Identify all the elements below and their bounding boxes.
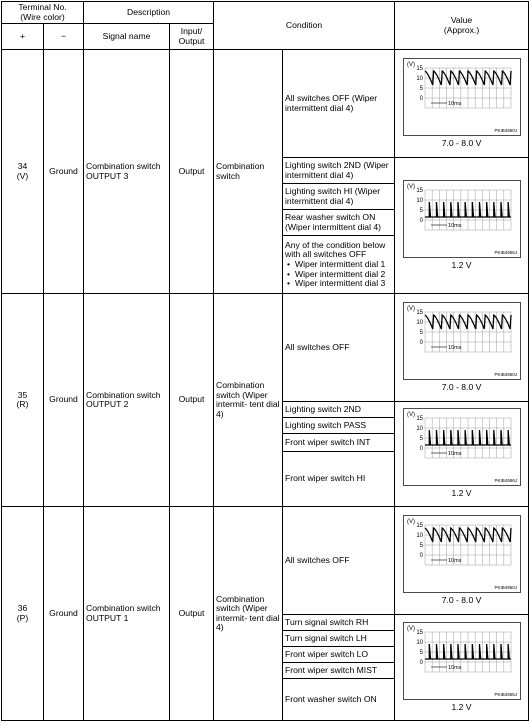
- waveform-time-label: 10ms: [447, 664, 461, 671]
- terminal-34-ground: Ground: [44, 50, 84, 294]
- header-condition: Condition: [214, 2, 395, 50]
- waveform-tick-label: 0: [419, 659, 423, 666]
- value-label: 7.0 - 8.0 V: [441, 137, 482, 148]
- condition-item: Turn signal switch RH: [283, 615, 395, 631]
- waveform-tick-label: 0: [419, 217, 423, 224]
- condition-item: All switches OFF: [283, 294, 395, 402]
- terminal-34-condition-group: Combination switch: [214, 50, 283, 294]
- terminal-36-cell: 36 (P): [2, 507, 44, 721]
- terminal-34-signal: Combination switch OUTPUT 3: [84, 50, 170, 294]
- waveform-time-label: 10ms: [447, 100, 461, 107]
- waveform-time-label: 10ms: [447, 451, 461, 458]
- waveform-pulse-graph: [403, 302, 521, 380]
- waveform-pulse-graph: [403, 58, 521, 136]
- waveform-tick-label: 5: [419, 436, 423, 443]
- header-description: Description: [84, 2, 214, 24]
- terminal-34-io: Output: [170, 50, 214, 294]
- condition-sub-item: • Wiper intermittent dial 2: [285, 270, 392, 280]
- waveform-unit-label: (V): [406, 625, 415, 632]
- waveform-tick-label: 0: [419, 95, 423, 102]
- condition-sub-item: • Wiper intermittent dial 1: [285, 260, 392, 270]
- condition-item: Front washer switch ON: [283, 679, 395, 721]
- waveform-tick-label: 15: [415, 65, 423, 72]
- value-label: 1.2 V: [451, 488, 472, 499]
- waveform-tick-label: 10: [415, 319, 423, 326]
- waveform-tick-label: 5: [419, 649, 423, 656]
- value-label: 1.2 V: [451, 259, 472, 270]
- waveform-time-label: 10ms: [447, 557, 461, 564]
- waveform-tick-label: 10: [415, 639, 423, 646]
- header-input-output: Input/ Output: [170, 24, 214, 50]
- terminal-36-io: Output: [170, 507, 214, 721]
- waveform-tick-label: 15: [415, 309, 423, 316]
- waveform-cell: [395, 507, 529, 615]
- waveform-tick-label: 5: [419, 542, 423, 549]
- condition-item: Front wiper switch MIST: [283, 663, 395, 679]
- condition-item: All switches OFF (Wiper intermittent dial 4): [283, 50, 395, 158]
- waveform-tick-label: 15: [415, 522, 423, 529]
- value-label: 7.0 - 8.0 V: [441, 594, 482, 605]
- header-value: Value (Approx.): [395, 2, 529, 50]
- terminal-35-io: Output: [170, 294, 214, 507]
- waveform-unit-label: (V): [406, 183, 415, 190]
- waveform-tick-label: 5: [419, 207, 423, 214]
- waveform-pulse-graph: [403, 515, 521, 593]
- waveform-cell: [395, 294, 529, 402]
- condition-item: Front wiper switch LO: [283, 647, 395, 663]
- waveform-tick-label: 15: [415, 629, 423, 636]
- waveform-cell: [395, 50, 529, 158]
- waveform-code-label: PKIB4960J: [494, 584, 517, 590]
- condition-item: Lighting switch HI (Wiper intermittent dial 4): [283, 184, 395, 210]
- header-minus: −: [44, 24, 84, 50]
- waveform-tick-label: 5: [419, 85, 423, 92]
- waveform-code-label: PKIB4960J: [494, 371, 517, 377]
- condition-item: Lighting switch PASS: [283, 418, 395, 434]
- terminal-36-ground: Ground: [44, 507, 84, 721]
- waveform-unit-label: (V): [406, 305, 415, 312]
- waveform-spike-graph: [403, 408, 521, 486]
- value-label: 7.0 - 8.0 V: [441, 381, 482, 392]
- waveform-tick-label: 15: [415, 416, 423, 423]
- header-terminal-no: Terminal No. (Wire color): [2, 2, 84, 24]
- waveform-code-label: PKIB4960J: [494, 127, 517, 133]
- waveform-tick-label: 0: [419, 446, 423, 453]
- waveform-time-label: 10ms: [447, 344, 461, 351]
- waveform-tick-label: 10: [415, 75, 423, 82]
- condition-item: Rear washer switch ON (Wiper intermittent dial 4): [283, 210, 395, 236]
- waveform-tick-label: 5: [419, 329, 423, 336]
- condition-item: All switches OFF: [283, 507, 395, 615]
- condition-item: Lighting switch 2ND: [283, 402, 395, 418]
- waveform-cell: [395, 402, 529, 507]
- waveform-unit-label: (V): [406, 61, 415, 68]
- terminal-36-signal: Combination switch OUTPUT 1: [84, 507, 170, 721]
- waveform-tick-label: 10: [415, 426, 423, 433]
- value-label: 1.2 V: [451, 701, 472, 712]
- waveform-spike-graph: [403, 622, 521, 700]
- terminal-35-cell: 35 (R): [2, 294, 44, 507]
- waveform-unit-label: (V): [406, 518, 415, 525]
- waveform-tick-label: 10: [415, 532, 423, 539]
- header-plus: +: [2, 24, 44, 50]
- waveform-code-label: PKIB4956J: [494, 478, 517, 484]
- terminal-34-cell: 34 (V): [2, 50, 44, 294]
- waveform-spike-graph: [403, 180, 521, 258]
- waveform-cell: [395, 615, 529, 721]
- waveform-cell: [395, 158, 529, 294]
- condition-item: Front wiper switch INT: [283, 434, 395, 452]
- waveform-tick-label: 15: [415, 187, 423, 194]
- condition-item: Lighting switch 2ND (Wiper intermittent dial 4): [283, 158, 395, 184]
- terminal-35-signal: Combination switch OUTPUT 2: [84, 294, 170, 507]
- terminal-spec-table: [1, 1, 529, 721]
- terminal-36-condition-group: Combination switch (Wiper intermit- tent dial 4): [214, 507, 283, 721]
- condition-sub-item: • Wiper intermittent dial 3: [285, 279, 392, 289]
- waveform-tick-label: 0: [419, 339, 423, 346]
- condition-item: Front wiper switch HI: [283, 452, 395, 507]
- waveform-time-label: 10ms: [447, 222, 461, 229]
- condition-item: Turn signal switch LH: [283, 631, 395, 647]
- waveform-unit-label: (V): [406, 412, 415, 419]
- waveform-code-label: PKIB4956J: [494, 249, 517, 255]
- header-signal-name: Signal name: [84, 24, 170, 50]
- waveform-code-label: PKIB4956J: [494, 691, 517, 697]
- waveform-tick-label: 10: [415, 197, 423, 204]
- condition-item-any: Any of the condition below with all switches OFF • Wiper intermittent dial 1 • Wiper intermittent dial 2 • Wiper intermittent dial 3: [283, 236, 395, 294]
- waveform-tick-label: 0: [419, 552, 423, 559]
- terminal-35-condition-group: Combination switch (Wiper intermit- tent dial 4): [214, 294, 283, 507]
- terminal-35-ground: Ground: [44, 294, 84, 507]
